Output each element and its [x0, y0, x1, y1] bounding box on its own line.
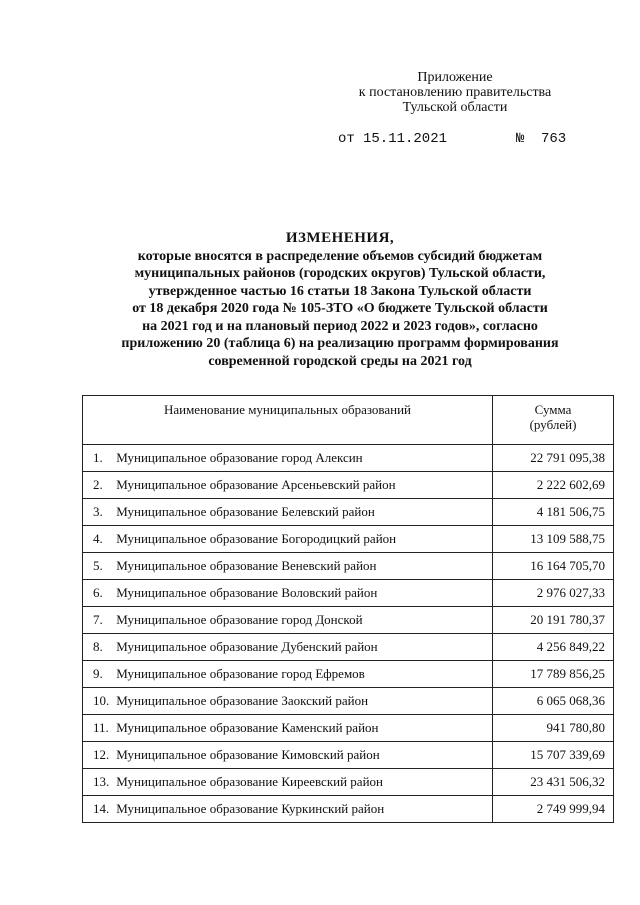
table-row: [83, 553, 614, 580]
table-row: [83, 661, 614, 688]
title-line: современной городской среды на 2021 год: [208, 353, 472, 369]
municipality-cell: [83, 715, 493, 742]
title-line: муниципальных районов (городских округов) Тульской области,: [134, 266, 546, 281]
row-number: 7.: [93, 612, 103, 627]
column-header-sum-line: (рублей): [529, 417, 577, 432]
date-label: от: [338, 131, 355, 147]
amount-cell: 2 976 027,33: [493, 580, 614, 607]
subsidy-table: [82, 395, 614, 823]
column-header-sum-line: Сумма: [534, 402, 572, 417]
table-row: [83, 607, 614, 634]
amount-cell: 2 222 602,69: [493, 472, 614, 499]
municipality-name: Муниципальное образование Куркинский район: [116, 801, 385, 816]
amount-cell: 16 164 705,70: [493, 553, 614, 580]
amount-cell: 6 065 068,36: [493, 688, 614, 715]
table-body: [83, 445, 614, 823]
row-number: 13.: [93, 774, 110, 789]
municipality-cell: [83, 796, 493, 823]
municipality-cell: [83, 634, 493, 661]
municipality-cell: [83, 580, 493, 607]
table-row: [83, 526, 614, 553]
municipality-name: Муниципальное образование город Донской: [116, 612, 363, 627]
row-number: 8.: [93, 639, 103, 654]
amount-cell: 15 707 339,69: [493, 742, 614, 769]
document-title: [80, 230, 600, 370]
table-row: [83, 499, 614, 526]
appendix-line: Тульской области: [402, 100, 508, 115]
municipality-cell: [83, 499, 493, 526]
municipality-name: Муниципальное образование Воловский район: [116, 585, 378, 600]
column-header-name: Наименование муниципальных образований: [83, 396, 493, 445]
decree-number: 763: [541, 131, 567, 147]
municipality-name: Муниципальное образование Каменский район: [116, 720, 379, 735]
amount-cell: 4 181 506,75: [493, 499, 614, 526]
row-number: 3.: [93, 504, 103, 519]
title-line: которые вносятся в распределение объемов субсидий бюджетам: [137, 248, 543, 264]
title-line: приложению 20 (таблица 6) на реализацию программ формирования: [121, 336, 559, 351]
municipality-name: Муниципальное образование Богородицкий район: [116, 531, 397, 546]
table-row: [83, 769, 614, 796]
appendix-block: [330, 70, 580, 115]
municipality-name: Муниципальное образование Дубенский район: [116, 639, 378, 654]
municipality-name: Муниципальное образование Киреевский район: [116, 774, 383, 789]
municipality-cell: [83, 472, 493, 499]
municipality-cell: [83, 607, 493, 634]
municipality-cell: [83, 769, 493, 796]
amount-cell: 13 109 588,75: [493, 526, 614, 553]
appendix-line: к постановлению правительства: [358, 85, 552, 100]
municipality-name: Муниципальное образование город Ефремов: [116, 666, 365, 681]
amount-cell: 23 431 506,32: [493, 769, 614, 796]
table-row: [83, 688, 614, 715]
appendix-line: Приложение: [417, 70, 493, 85]
municipality-name: Муниципальное образование Веневский район: [116, 558, 377, 573]
row-number: 12.: [93, 747, 110, 762]
table-row: [83, 796, 614, 823]
municipality-cell: [83, 661, 493, 688]
municipality-name: Муниципальное образование Белевский район: [116, 504, 375, 519]
municipality-cell: [83, 445, 493, 472]
row-number: 1.: [93, 450, 103, 465]
amount-cell: 17 789 856,25: [493, 661, 614, 688]
row-number: 6.: [93, 585, 103, 600]
row-number: 5.: [93, 558, 103, 573]
amount-cell: 22 791 095,38: [493, 445, 614, 472]
row-number: 10.: [93, 693, 110, 708]
amount-cell: 2 749 999,94: [493, 796, 614, 823]
decree-date: 15.11.2021: [363, 131, 448, 147]
title-line: утвержденное частью 16 статьи 18 Закона Тульской области: [148, 283, 532, 299]
decree-details: [0, 131, 640, 149]
municipality-cell: [83, 688, 493, 715]
row-number: 9.: [93, 666, 103, 681]
table-row: [83, 634, 614, 661]
amount-cell: 20 191 780,37: [493, 607, 614, 634]
title-line: от 18 декабря 2020 года № 105-ЗТО «О бюджете Тульской области: [132, 301, 548, 316]
amount-cell: 941 780,80: [493, 715, 614, 742]
municipality-name: Муниципальное образование Арсеньевский район: [116, 477, 396, 492]
municipality-cell: [83, 553, 493, 580]
municipality-name: Муниципальное образование Кимовский район: [116, 747, 380, 762]
row-number: 2.: [93, 477, 103, 492]
municipality-cell: [83, 526, 493, 553]
municipality-cell: [83, 742, 493, 769]
table-row: [83, 580, 614, 607]
row-number: 14.: [93, 801, 110, 816]
municipality-name: Муниципальное образование город Алексин: [116, 450, 363, 465]
table-row: [83, 715, 614, 742]
table-row: [83, 445, 614, 472]
row-number: 11.: [93, 720, 109, 735]
number-label: №: [516, 131, 525, 147]
table-row: [83, 472, 614, 499]
title-line: на 2021 год и на плановый период 2022 и 2023 годов», согласно: [142, 318, 538, 334]
title-heading: ИЗМЕНЕНИЯ,: [285, 230, 395, 246]
amount-cell: 4 256 849,22: [493, 634, 614, 661]
table-header-row: [83, 396, 614, 445]
row-number: 4.: [93, 531, 103, 546]
title-lines: [80, 248, 600, 371]
table-row: [83, 742, 614, 769]
column-header-sum: [493, 396, 614, 445]
municipality-name: Муниципальное образование Заокский район: [116, 693, 369, 708]
